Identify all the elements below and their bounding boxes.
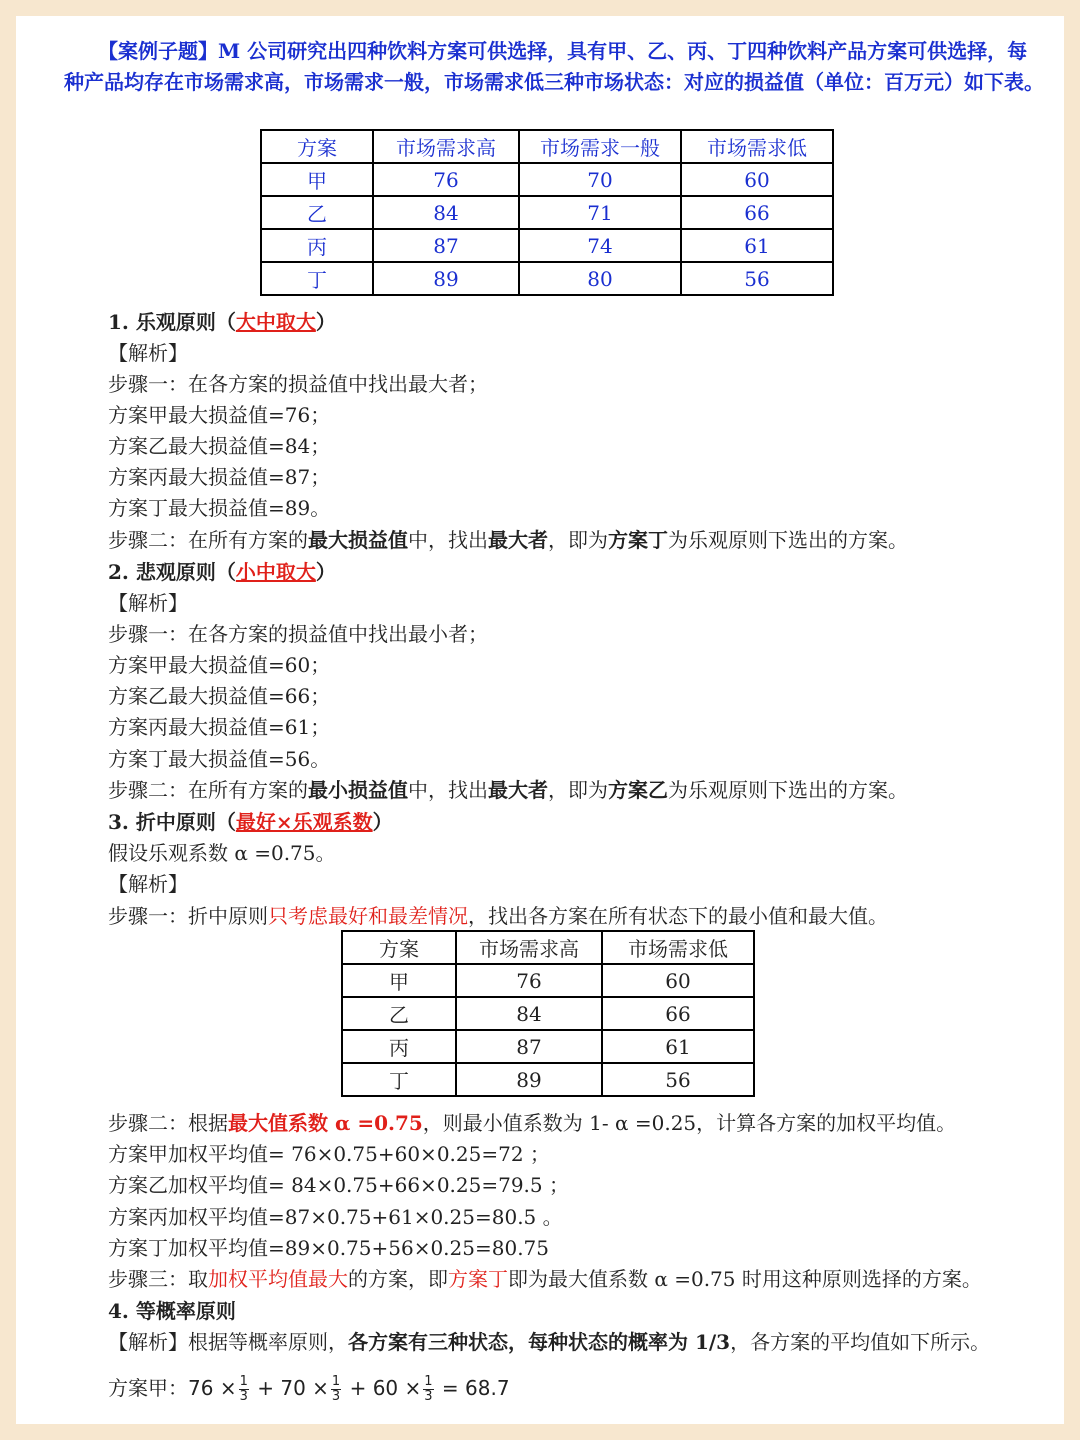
text: 步骤二：在所有方案的 — [108, 528, 308, 552]
table-header-cell: 市场需求高 — [373, 130, 519, 163]
calc-line: 方案乙加权平均值= 84×0.75+66×0.25=79.5 ； — [108, 1173, 569, 1197]
table-cell: 74 — [519, 229, 681, 262]
term: 60 — [372, 1376, 399, 1400]
red-bold-text: 最大值系数 α =0.75 — [228, 1111, 423, 1135]
step-line — [108, 526, 908, 554]
extremes-table — [341, 930, 755, 1097]
step-line: 步骤一：在各方案的损益值中找出最大者； — [108, 372, 488, 396]
result-line: 方案乙最大损益值=66； — [108, 684, 331, 708]
table-header-cell: 市场需求低 — [602, 931, 754, 964]
title-highlight: 小中取大 — [235, 560, 316, 584]
table-cell: 61 — [681, 229, 833, 262]
table-cell: 丙 — [261, 229, 373, 262]
operator: × — [312, 1376, 329, 1400]
table-cell: 84 — [456, 997, 602, 1030]
table-row — [342, 964, 754, 997]
text: 的方案，即 — [348, 1267, 448, 1291]
table-cell: 87 — [373, 229, 519, 262]
analysis-label: 【解析】 — [108, 591, 188, 615]
title-text: 1. 乐观原则（ — [108, 310, 236, 334]
result-line: 方案甲最大损益值=60； — [108, 653, 331, 677]
table-row — [261, 229, 833, 262]
bold-text: 方案乙 — [608, 778, 668, 802]
term: 70 — [280, 1376, 306, 1400]
title-text: ） — [372, 810, 393, 834]
table-cell: 56 — [681, 262, 833, 295]
text: ，找出各方案在所有状态下的最小值和最大值。 — [468, 904, 888, 928]
step-line — [108, 1328, 990, 1356]
operator: × — [219, 1376, 237, 1400]
table-cell: 84 — [373, 196, 519, 229]
operator: + — [349, 1376, 367, 1400]
text: ，则最小值系数为 1- α =0.25，计算各方案的加权平均值。 — [422, 1111, 957, 1135]
table-header-cell: 市场需求高 — [456, 931, 602, 964]
formula-label: 方案甲： — [108, 1376, 188, 1400]
text: 【解析】根据等概率原则， — [108, 1330, 348, 1354]
table-cell: 乙 — [342, 997, 456, 1030]
title-highlight: 最好×乐观系数 — [235, 810, 373, 834]
section-1-title — [108, 308, 336, 336]
step-line — [108, 776, 908, 804]
red-text: 只考虑最好和最差情况 — [268, 904, 468, 928]
fraction — [423, 1375, 433, 1404]
red-text: 方案丁 — [448, 1267, 508, 1291]
bold-text: 最大损益值 — [308, 528, 408, 552]
step-line — [108, 1265, 982, 1293]
intro-text: M 公司研究出四种饮料方案可供选择，具有甲、乙、丙、丁四种饮料产品方案可供选择，每种产品均存在市场需求高，市场需求一般，市场需求低三种市场状态：对应的损益值（单位：百万元）如下表。 — [64, 39, 1044, 94]
result-line: 方案丁最大损益值=89。 — [108, 496, 331, 520]
table-cell: 66 — [602, 997, 754, 1030]
text: ，即为 — [548, 528, 608, 552]
formula — [188, 1374, 510, 1404]
operator: × — [404, 1376, 422, 1400]
numerator: 1 — [331, 1374, 341, 1389]
table-cell: 80 — [519, 262, 681, 295]
step-line: 步骤一：在各方案的损益值中找出最小者； — [108, 622, 488, 646]
calc-line: 方案丁加权平均值=89×0.75+56×0.25=80.75 — [108, 1236, 550, 1260]
title-text: ） — [315, 310, 336, 334]
bold-text: 最大者 — [488, 528, 548, 552]
fraction — [239, 1375, 249, 1404]
table-cell: 60 — [681, 163, 833, 196]
operator: = — [441, 1376, 459, 1400]
table-cell: 76 — [456, 964, 602, 997]
table-row — [342, 997, 754, 1030]
table-cell: 89 — [456, 1063, 602, 1096]
section-3-title — [108, 808, 393, 836]
text: 即为最大值系数 α =0.75 时用这种原则选择的方案。 — [508, 1267, 982, 1291]
assumption-line: 假设乐观系数 α =0.75。 — [108, 841, 336, 865]
denominator: 3 — [239, 1389, 248, 1404]
table-cell: 丙 — [342, 1030, 456, 1063]
text: 步骤三：取 — [108, 1267, 208, 1291]
fraction — [331, 1375, 341, 1404]
text: ，即为 — [548, 778, 608, 802]
table-header-row — [342, 931, 754, 964]
formula-line — [108, 1372, 510, 1404]
table-row — [342, 1063, 754, 1096]
text: 步骤二：在所有方案的 — [108, 778, 308, 802]
result-line: 方案丙最大损益值=87； — [108, 465, 331, 489]
operator: + — [257, 1376, 274, 1400]
table-row — [261, 163, 833, 196]
table-cell: 甲 — [342, 964, 456, 997]
analysis-label: 【解析】 — [108, 872, 188, 896]
table-header-cell: 方案 — [342, 931, 456, 964]
table-cell: 70 — [519, 163, 681, 196]
text: 步骤一：折中原则 — [108, 904, 268, 928]
denominator: 3 — [331, 1389, 341, 1404]
result-line: 方案丁最大损益值=56。 — [108, 747, 331, 771]
table-header-cell: 方案 — [261, 130, 373, 163]
result-line: 方案丙最大损益值=61； — [108, 715, 331, 739]
table-cell: 乙 — [261, 196, 373, 229]
intro-prefix: 【案例子题】 — [98, 39, 218, 63]
document-page — [16, 16, 1064, 1424]
table-cell: 66 — [681, 196, 833, 229]
table-cell: 丁 — [342, 1063, 456, 1096]
title-text: 2. 悲观原则（ — [108, 560, 236, 584]
table-cell: 甲 — [261, 163, 373, 196]
table-cell: 71 — [519, 196, 681, 229]
bold-text: 各方案有三种状态，每种状态的概率为 1/3 — [348, 1330, 731, 1354]
text: 为乐观原则下选出的方案。 — [668, 528, 908, 552]
numerator: 1 — [239, 1374, 248, 1389]
table-cell: 丁 — [261, 262, 373, 295]
table-row — [261, 262, 833, 295]
text: ，各方案的平均值如下所示。 — [730, 1330, 991, 1354]
intro-paragraph — [64, 36, 1044, 98]
step-line — [108, 1109, 956, 1137]
table-header-cell: 市场需求一般 — [519, 130, 681, 163]
text: 中，找出 — [408, 528, 488, 552]
term: 76 — [188, 1376, 214, 1400]
title-text: 3. 折中原则（ — [108, 810, 236, 834]
table-row — [342, 1030, 754, 1063]
red-text: 加权平均值最大 — [208, 1267, 348, 1291]
table-cell: 60 — [602, 964, 754, 997]
table-row — [261, 196, 833, 229]
section-4-title: 4. 等概率原则 — [108, 1299, 236, 1323]
calc-line: 方案甲加权平均值= 76×0.75+60×0.25=72 ； — [108, 1142, 550, 1166]
result-line: 方案乙最大损益值=84； — [108, 434, 331, 458]
table-cell: 56 — [602, 1063, 754, 1096]
title-text: ） — [315, 560, 336, 584]
table-header-cell: 市场需求低 — [681, 130, 833, 163]
denominator: 3 — [424, 1389, 433, 1404]
table-cell: 76 — [373, 163, 519, 196]
text: 中，找出 — [408, 778, 488, 802]
analysis-label: 【解析】 — [108, 341, 188, 365]
result: 68.7 — [465, 1376, 510, 1400]
bold-text: 最小损益值 — [308, 778, 408, 802]
table-cell: 87 — [456, 1030, 602, 1063]
text: 步骤二：根据 — [108, 1111, 228, 1135]
text: 为乐观原则下选出的方案。 — [668, 778, 908, 802]
bold-text: 最大者 — [488, 778, 548, 802]
section-2-title — [108, 558, 336, 586]
title-highlight: 大中取大 — [235, 310, 316, 334]
payoff-table — [260, 129, 834, 296]
table-header-row — [261, 130, 833, 163]
numerator: 1 — [424, 1374, 433, 1389]
table-cell: 61 — [602, 1030, 754, 1063]
step-line — [108, 902, 888, 930]
calc-line: 方案丙加权平均值=87×0.75+61×0.25=80.5 。 — [108, 1205, 563, 1229]
table-cell: 89 — [373, 262, 519, 295]
result-line: 方案甲最大损益值=76； — [108, 403, 331, 427]
bold-text: 方案丁 — [608, 528, 668, 552]
